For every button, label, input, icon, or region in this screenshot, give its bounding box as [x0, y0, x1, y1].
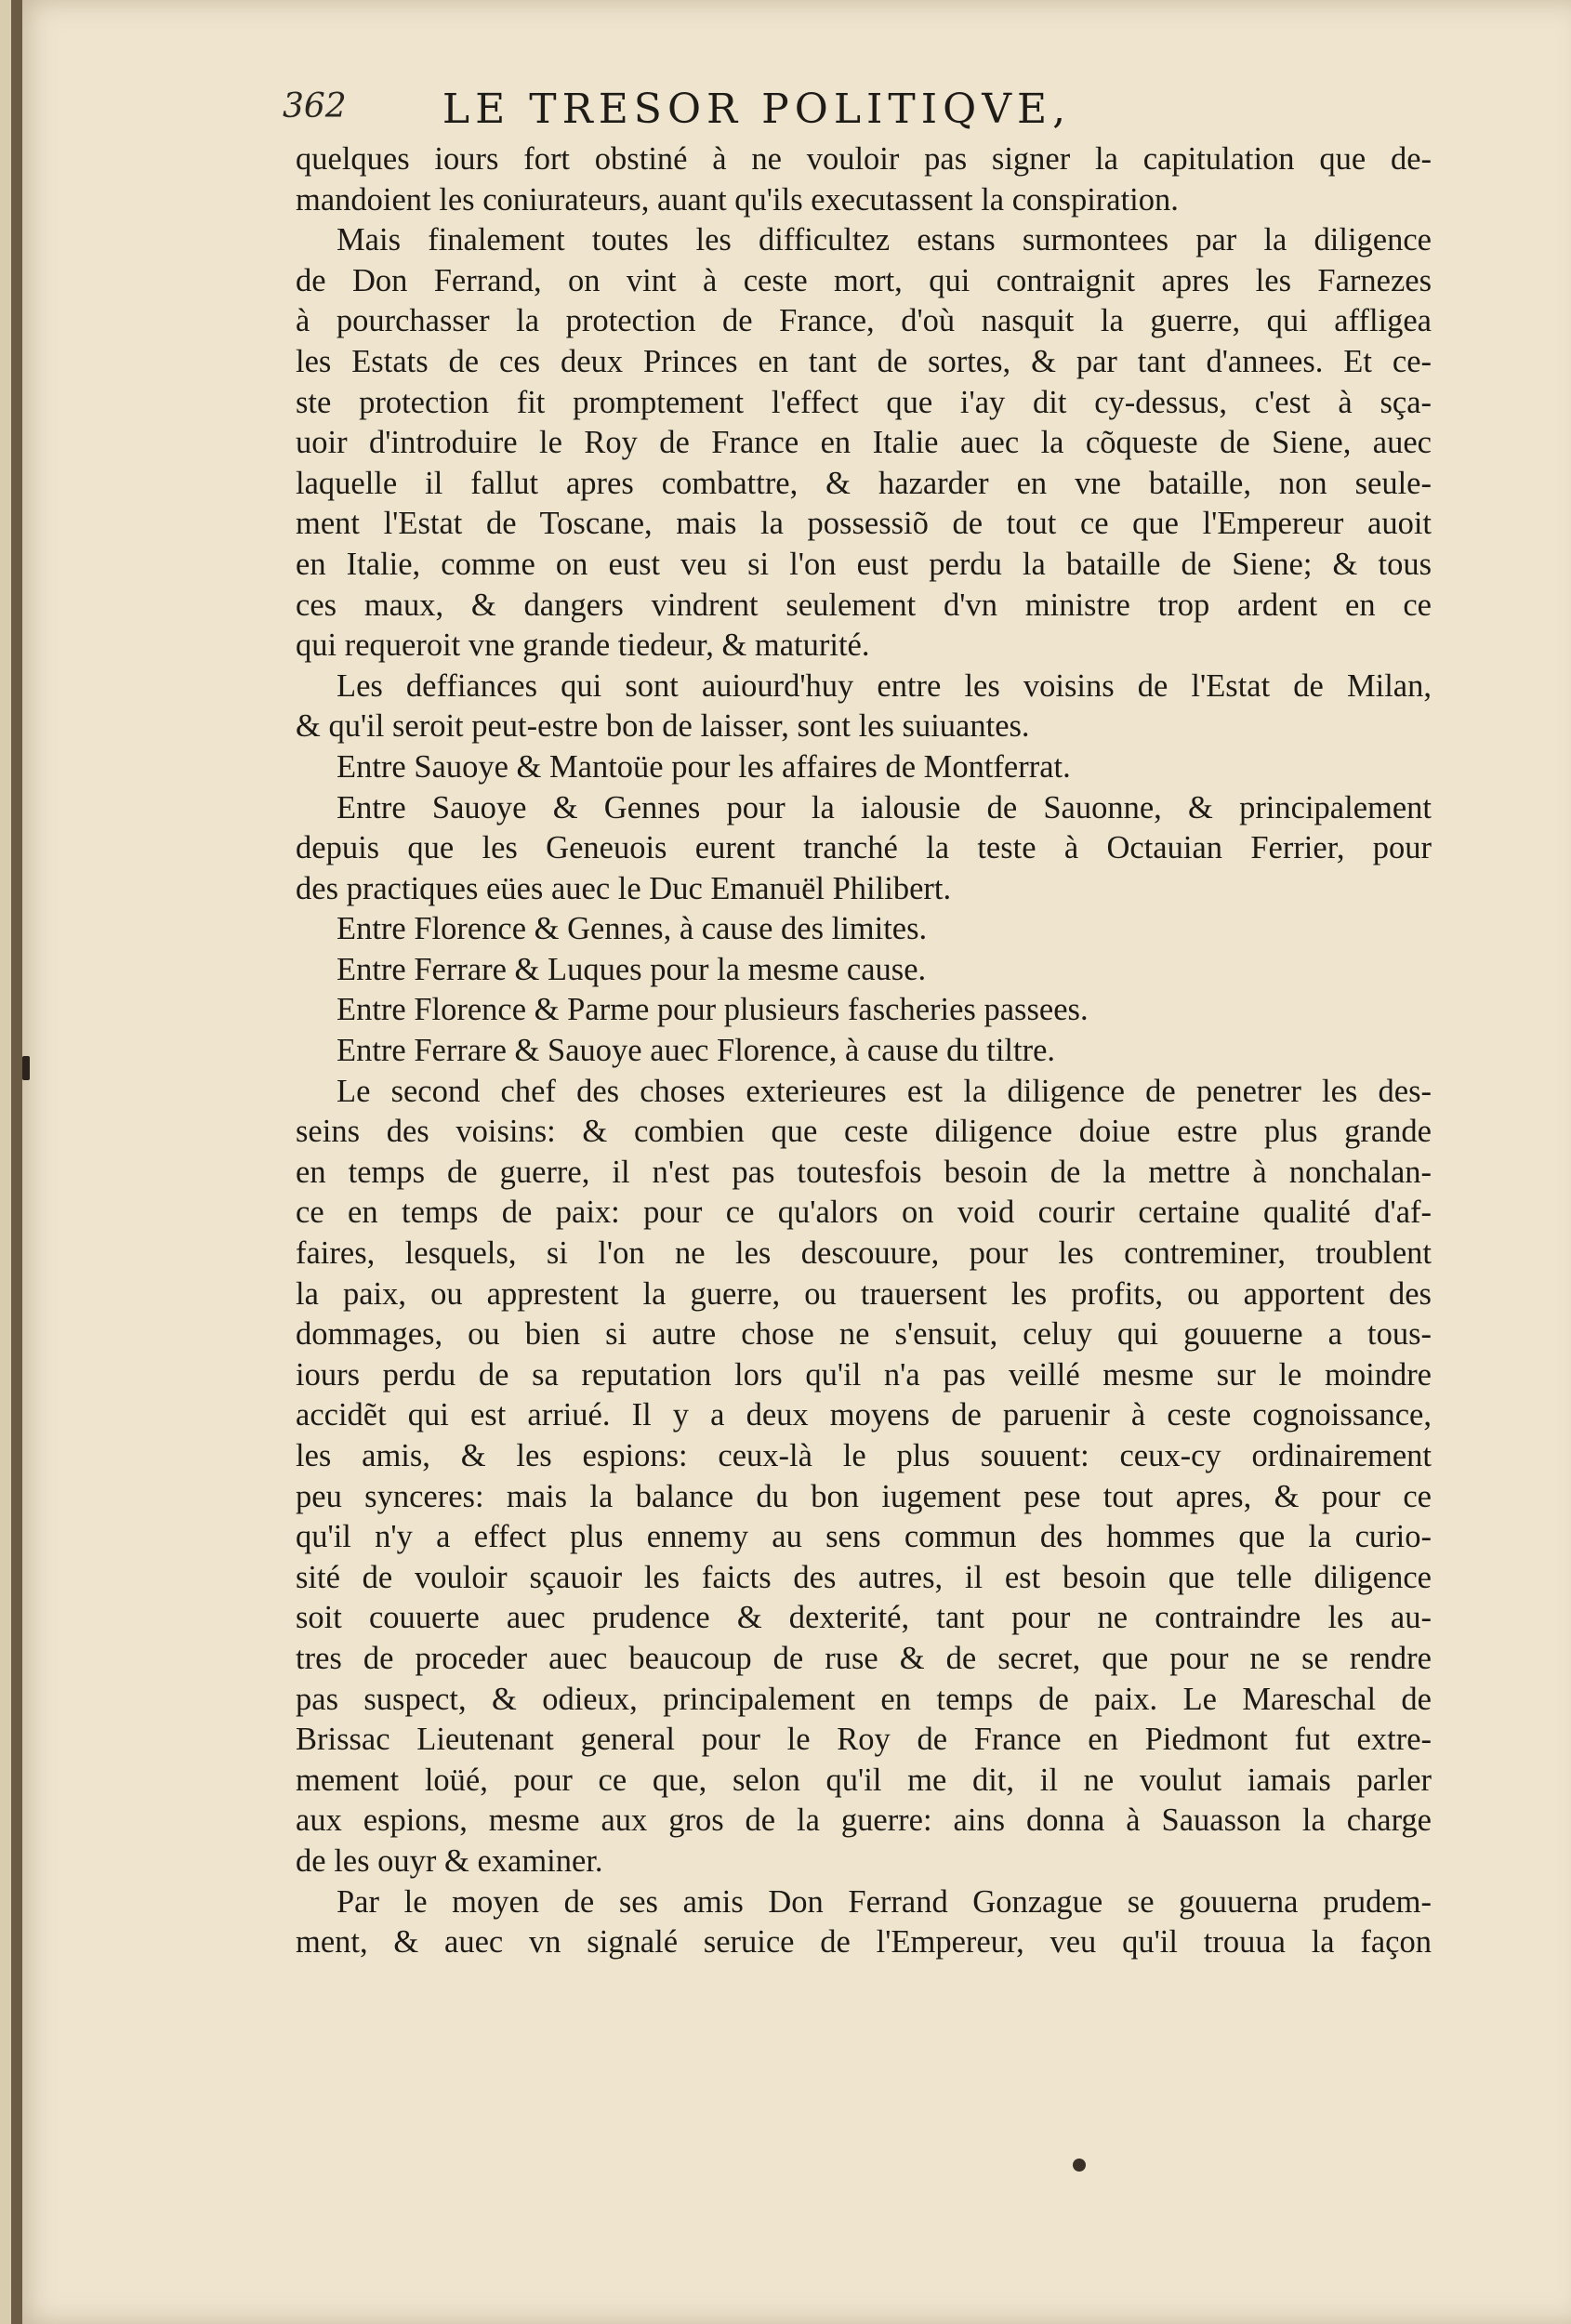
text-line: tres de proceder auec beaucoup de ruse & de secret, que pour ne se rendre — [296, 1640, 1432, 1676]
folio-number: 362 — [283, 87, 347, 125]
text-line: uoir d'introduire le Roy de France en Italie auec la cõqueste de Siene, auec — [296, 425, 1432, 461]
text-line: ste protection fit promptement l'effect que i'ay dit cy-dessus, c'est à sça- — [296, 384, 1432, 420]
text-line: les amis, & les espions: ceux-là le plus souuent: ceux-cy ordinairement — [296, 1438, 1432, 1473]
text-line: la paix, ou apprestent la guerre, ou trauersent les profits, ou apportent des — [296, 1275, 1432, 1312]
text-line: Mais finalement toutes les difficultez estans surmontees par la diligence — [337, 222, 1432, 258]
text-line: iours perdu de sa reputation lors qu'il n'a pas veillé mesme sur le moindre — [296, 1356, 1432, 1393]
ink-blot — [1073, 2159, 1086, 2172]
text-line: Le second chef des choses exterieures est la diligence de penetrer les des- — [337, 1073, 1432, 1109]
text-line: Entre Florence & Parme pour plusieurs fascheries passees. — [337, 992, 1089, 1028]
text-line: faires, lesquels, si l'on ne les descouure, pour les contreminer, troublent — [296, 1235, 1432, 1272]
text-line: Entre Ferrare & Luques pour la mesme cause. — [337, 951, 927, 987]
text-line: Entre Florence & Gennes, à cause des limites. — [337, 911, 928, 947]
text-line: des practiques eües auec le Duc Emanuël Philibert. — [296, 870, 952, 906]
text-line: ces maux, & dangers vindrent seulement d'vn ministre trop ardent en ce — [296, 587, 1432, 623]
text-line: ce en temps de paix: pour ce qu'alors on void courir certaine qualité d'af- — [296, 1195, 1432, 1231]
text-line: soit couuerte auec prudence & dexterité, tant pour ne contraindre les au- — [296, 1600, 1432, 1636]
text-line: aux espions, mesme aux gros de la guerre: ains donna à Sauasson la charge — [296, 1802, 1432, 1839]
text-line: peu synceres: mais la balance du bon iugement pese tout apres, & pour ce — [296, 1478, 1432, 1514]
text-line: Brissac Lieutenant general pour le Roy de France en Piedmont fut extre- — [296, 1722, 1432, 1758]
text-line: sité de vouloir sçauoir les faicts des autres, il est besoin que telle diligence — [296, 1559, 1432, 1595]
text-line: Entre Sauoye & Mantoüe pour les affaires de Montferrat. — [337, 748, 1071, 785]
text-line: en Italie, comme on eust veu si l'on eust perdu la bataille de Siene; & tous — [296, 546, 1432, 582]
text-line: Par le moyen de ses amis Don Ferrand Gonzague se gouuerna prudem- — [337, 1883, 1432, 1920]
text-line: depuis que les Geneuois eurent tranché la teste à Octauian Ferrier, pour — [296, 830, 1432, 866]
text-line: qui requeroit vne grande tiedeur, & maturité. — [296, 627, 870, 664]
text-line: ment, & auec vn signalé seruice de l'Empereur, veu qu'il trouua la façon — [296, 1924, 1432, 1961]
running-title: LE TRESOR POLITIQVE, — [442, 86, 1072, 133]
text-line: laquelle il fallut apres combattre, & hazarder en vne bataille, non seule- — [296, 465, 1432, 501]
text-line: à pourchasser la protection de France, d'où nasquit la guerre, qui affligea — [296, 303, 1432, 339]
text-line: pas suspect, & odieux, principalement en temps de paix. Le Mareschal de — [296, 1681, 1432, 1717]
body-text — [296, 139, 1432, 1963]
margin-ink-mark — [22, 1056, 30, 1080]
text-line: mement loüé, pour ce que, selon qu'il me dit, il ne voulut iamais parler — [296, 1762, 1432, 1798]
text-line: mandoient les coniurateurs, auant qu'ils executassent la conspiration. — [296, 181, 1179, 218]
text-line: quelques iours fort obstiné à ne vouloir pas signer la capitulation que de- — [296, 141, 1432, 177]
text-line: accidẽt qui est arriué. Il y a deux moyens de paruenir à ceste cognoissance, — [296, 1397, 1432, 1433]
text-line: Entre Ferrare & Sauoye auec Florence, à cause du tiltre. — [337, 1033, 1056, 1069]
text-line: dommages, ou bien si autre chose ne s'ensuit, celuy qui gouuerne a tous- — [296, 1316, 1432, 1353]
text-line: en temps de guerre, il n'est pas toutesfois besoin de la mettre à nonchalan- — [296, 1154, 1432, 1190]
text-line: de les ouyr & examiner. — [296, 1842, 603, 1879]
page-binding-edge — [11, 0, 22, 2324]
book-page — [11, 0, 1571, 2324]
text-line: Entre Sauoye & Gennes pour la ialousie de Sauonne, & principalement — [337, 789, 1432, 825]
text-line: qu'il n'y a effect plus ennemy au sens commun des hommes que la curio- — [296, 1519, 1432, 1555]
text-line: ment l'Estat de Toscane, mais la possessiõ de tout ce que l'Empereur auoit — [296, 506, 1432, 542]
page-header — [283, 86, 1231, 141]
text-line: & qu'il seroit peut-estre bon de laisser, sont les suiuantes. — [296, 708, 1030, 745]
text-line: Les deffiances qui sont auiourd'huy entre les voisins de l'Estat de Milan, — [337, 667, 1432, 704]
text-line: seins des voisins: & combien que ceste diligence doiue estre plus grande — [296, 1114, 1432, 1150]
text-line: de Don Ferrand, on vint à ceste mort, qui contraignit apres les Farnezes — [296, 262, 1432, 298]
text-line: les Estats de ces deux Princes en tant de sortes, & par tant d'annees. Et ce- — [296, 343, 1432, 379]
